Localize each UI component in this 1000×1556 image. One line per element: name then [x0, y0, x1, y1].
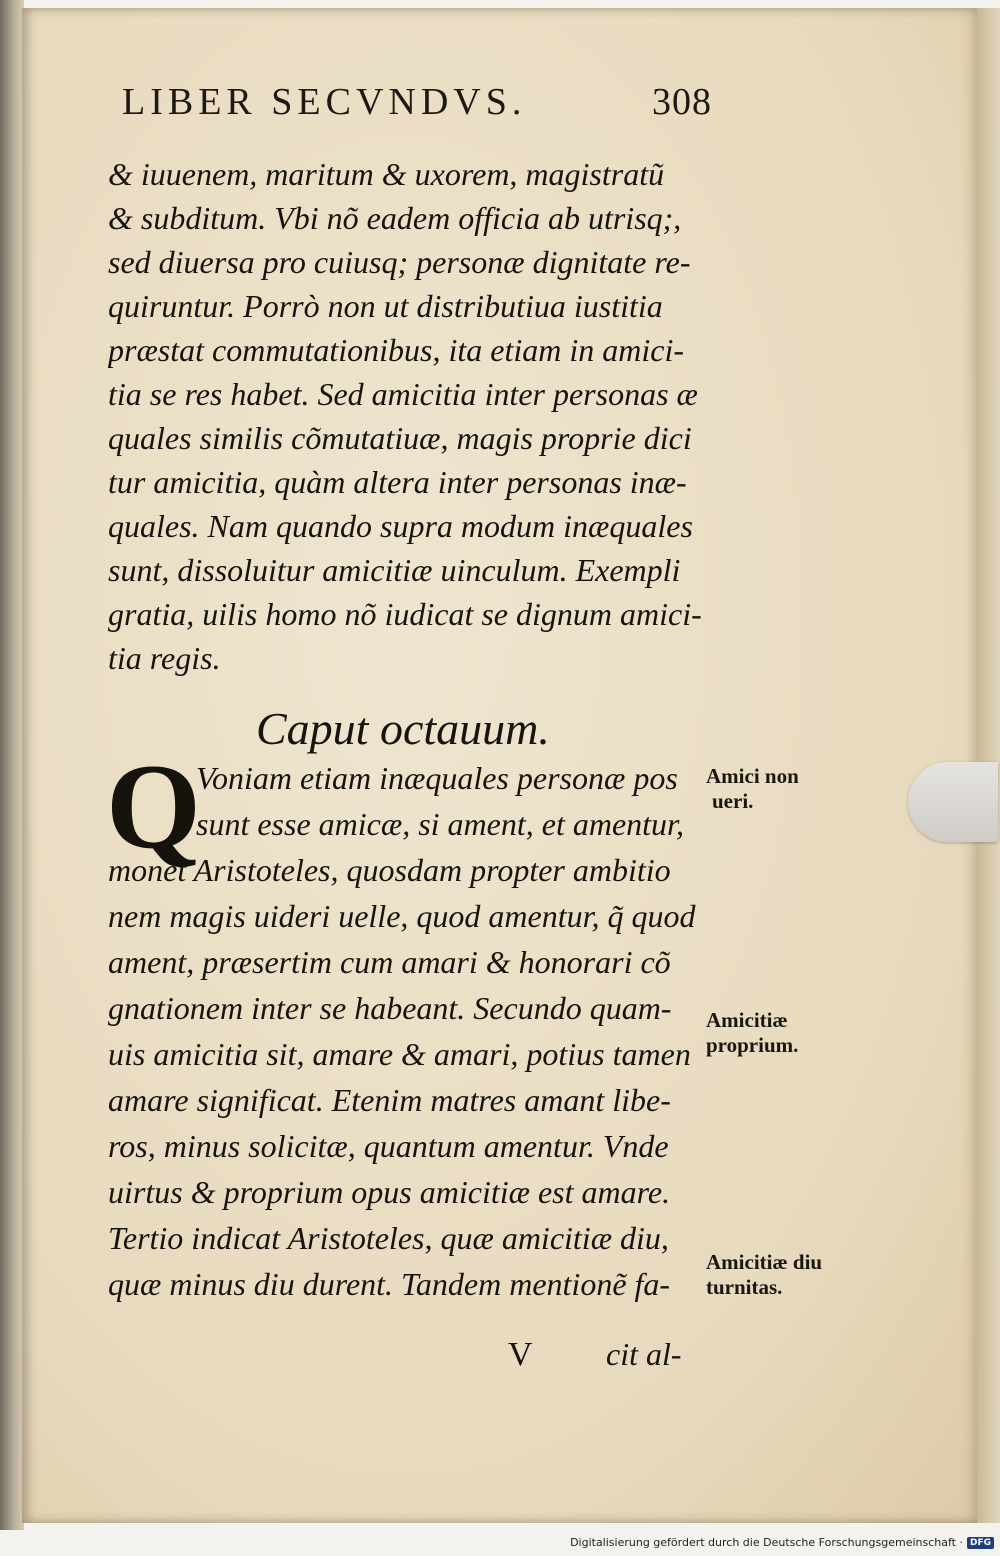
text-line: sunt, dissoluitur amicitiæ uinculum. Exempli — [108, 552, 681, 588]
text-line: tur amicitia, quàm altera inter personas inæ- — [108, 464, 687, 500]
text-line: amare significat. Etenim matres amant libe- — [108, 1082, 671, 1118]
credit-text: Digitalisierung gefördert durch die Deutsche Forschungsgemeinschaft · — [570, 1536, 963, 1549]
text-line: tia se res habet. Sed amicitia inter personas æ — [108, 376, 698, 412]
text-line: gratia, uilis homo nõ iudicat se dignum amici- — [108, 596, 702, 632]
text-line: nem magis uideri uelle, quod amentur, q̃ quod — [108, 898, 696, 934]
dfg-logo: DFG — [967, 1537, 994, 1549]
signature-mark: V — [508, 1336, 533, 1373]
text-line: & subditum. Vbi nõ eadem officia ab utrisq;, — [108, 200, 682, 236]
running-title: LIBER SECVNDVS. — [122, 81, 527, 123]
running-header — [122, 80, 712, 130]
text-line: quales similis cõmutatiuæ, magis proprie dici — [108, 420, 692, 456]
text-line: sunt esse amicæ, si ament, et amentur, — [196, 806, 684, 842]
text-line: tia regis. — [108, 640, 221, 676]
chapter-heading: Caput octauum. — [256, 703, 550, 754]
digitization-credit — [570, 1536, 994, 1549]
text-line: ros, minus solicitæ, quantum amentur. Vnde — [108, 1128, 669, 1164]
text-line: ament, præsertim cum amari & honorari cõ — [108, 944, 671, 980]
marginal-note: Amicitiæ diu turnitas. — [706, 1250, 823, 1299]
text-line: quales. Nam quando supra modum inæquales — [108, 508, 693, 544]
book-binding — [0, 0, 24, 1530]
page-number: 308 — [652, 81, 712, 123]
text-line: sed diuersa pro cuiusq; personæ dignitate re- — [108, 244, 691, 280]
text-line: monet Aristoteles, quosdam propter ambitio — [108, 852, 671, 888]
text-line: præstat commutationibus, ita etiam in amici- — [108, 332, 684, 368]
text-line: Tertio indicat Aristoteles, quæ amicitiæ diu, — [108, 1220, 669, 1256]
catchword: cit al- — [606, 1336, 682, 1372]
text-line: uirtus & proprium opus amicitiæ est amare. — [108, 1174, 671, 1210]
text-line: uis amicitia sit, amare & amari, potius tamen — [108, 1036, 691, 1072]
text-line: & iuuenem, maritum & uxorem, magistratũ — [108, 156, 665, 192]
marginal-note: Amici non ueri. — [706, 764, 799, 813]
text-line: quæ minus diu durent. Tandem mentionẽ fa- — [108, 1266, 671, 1302]
text-line: quiruntur. Porrò non ut distributiua iustitia — [108, 288, 663, 324]
text-line: Voniam etiam inæquales personæ pos — [196, 760, 678, 796]
page-clip — [908, 762, 998, 842]
marginal-note: Amicitiæ proprium. — [706, 1008, 799, 1057]
drop-cap: Q — [106, 739, 201, 874]
text-line: gnationem inter se habeant. Secundo quam- — [108, 990, 672, 1026]
